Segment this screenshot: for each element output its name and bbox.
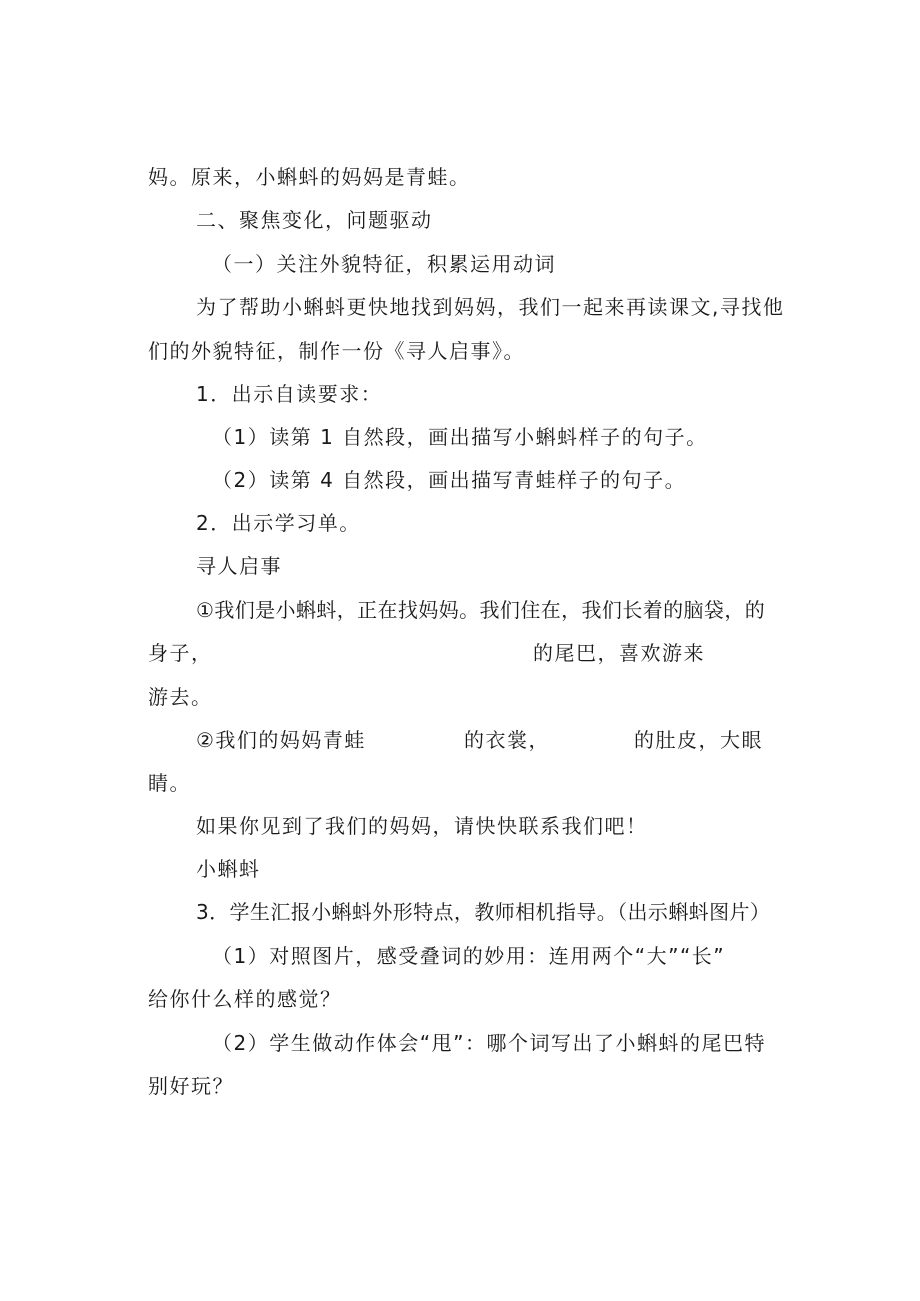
worksheet-item-1-line-2-start: 身子， bbox=[148, 641, 213, 665]
worksheet-item-2-part-2: 的衣裳， bbox=[464, 728, 550, 752]
reading-requirement-1: （1）读第 1 自然段，画出描写小蝌蚪样子的句子。 bbox=[212, 425, 708, 449]
guidance-2-line-2: 别好玩？ bbox=[148, 1074, 234, 1098]
worksheet-signature: 小蝌蚪 bbox=[196, 857, 261, 881]
worksheet-item-1-line-2-end: 的尾巴，喜欢游来 bbox=[533, 641, 705, 665]
guidance-1-line-2: 给你什么样的感觉？ bbox=[148, 987, 342, 1011]
worksheet-item-1-line-3: 游去。 bbox=[148, 685, 213, 709]
subsection-heading-1: （一）关注外貌特征，积累运用动词 bbox=[212, 252, 556, 276]
worksheet-item-2-part-3: 的肚皮，大眼 bbox=[634, 728, 763, 752]
intro-paragraph-line-1: 为了帮助小蝌蚪更快地找到妈妈，我们一起来再读课文,寻找他 bbox=[196, 295, 785, 319]
section-heading-2: 二、聚焦变化，问题驱动 bbox=[196, 208, 433, 232]
step-2-heading: 2．出示学习单。 bbox=[196, 511, 361, 535]
guidance-2-line-1: （2）学生做动作体会“甩”：哪个词写出了小蝌蚪的尾巴特 bbox=[212, 1031, 766, 1055]
worksheet-closing: 如果你见到了我们的妈妈，请快快联系我们吧！ bbox=[196, 814, 648, 838]
paragraph-conclusion: 妈。原来，小蝌蚪的妈妈是青蛙。 bbox=[148, 165, 471, 189]
worksheet-item-1-line-1: ①我们是小蝌蚪，正在找妈妈。我们住在，我们长着的脑袋，的 bbox=[196, 598, 766, 622]
worksheet-title: 寻人启事 bbox=[196, 554, 282, 578]
step-3-heading: 3．学生汇报小蝌蚪外形特点，教师相机指导。（出示蝌蚪图片） bbox=[196, 900, 771, 924]
worksheet-item-2-part-1: ②我们的妈妈青蛙 bbox=[196, 728, 366, 752]
worksheet-item-2-line-2: 睛。 bbox=[148, 771, 191, 795]
guidance-1-line-1: （1）对照图片，感受叠词的妙用：连用两个“大”“长” bbox=[212, 944, 726, 968]
step-1-heading: 1．出示自读要求： bbox=[196, 382, 383, 406]
intro-paragraph-line-2: 们的外貌特征，制作一份《寻人启事》。 bbox=[148, 339, 525, 363]
reading-requirement-2: （2）读第 4 自然段，画出描写青蛙样子的句子。 bbox=[212, 468, 687, 492]
